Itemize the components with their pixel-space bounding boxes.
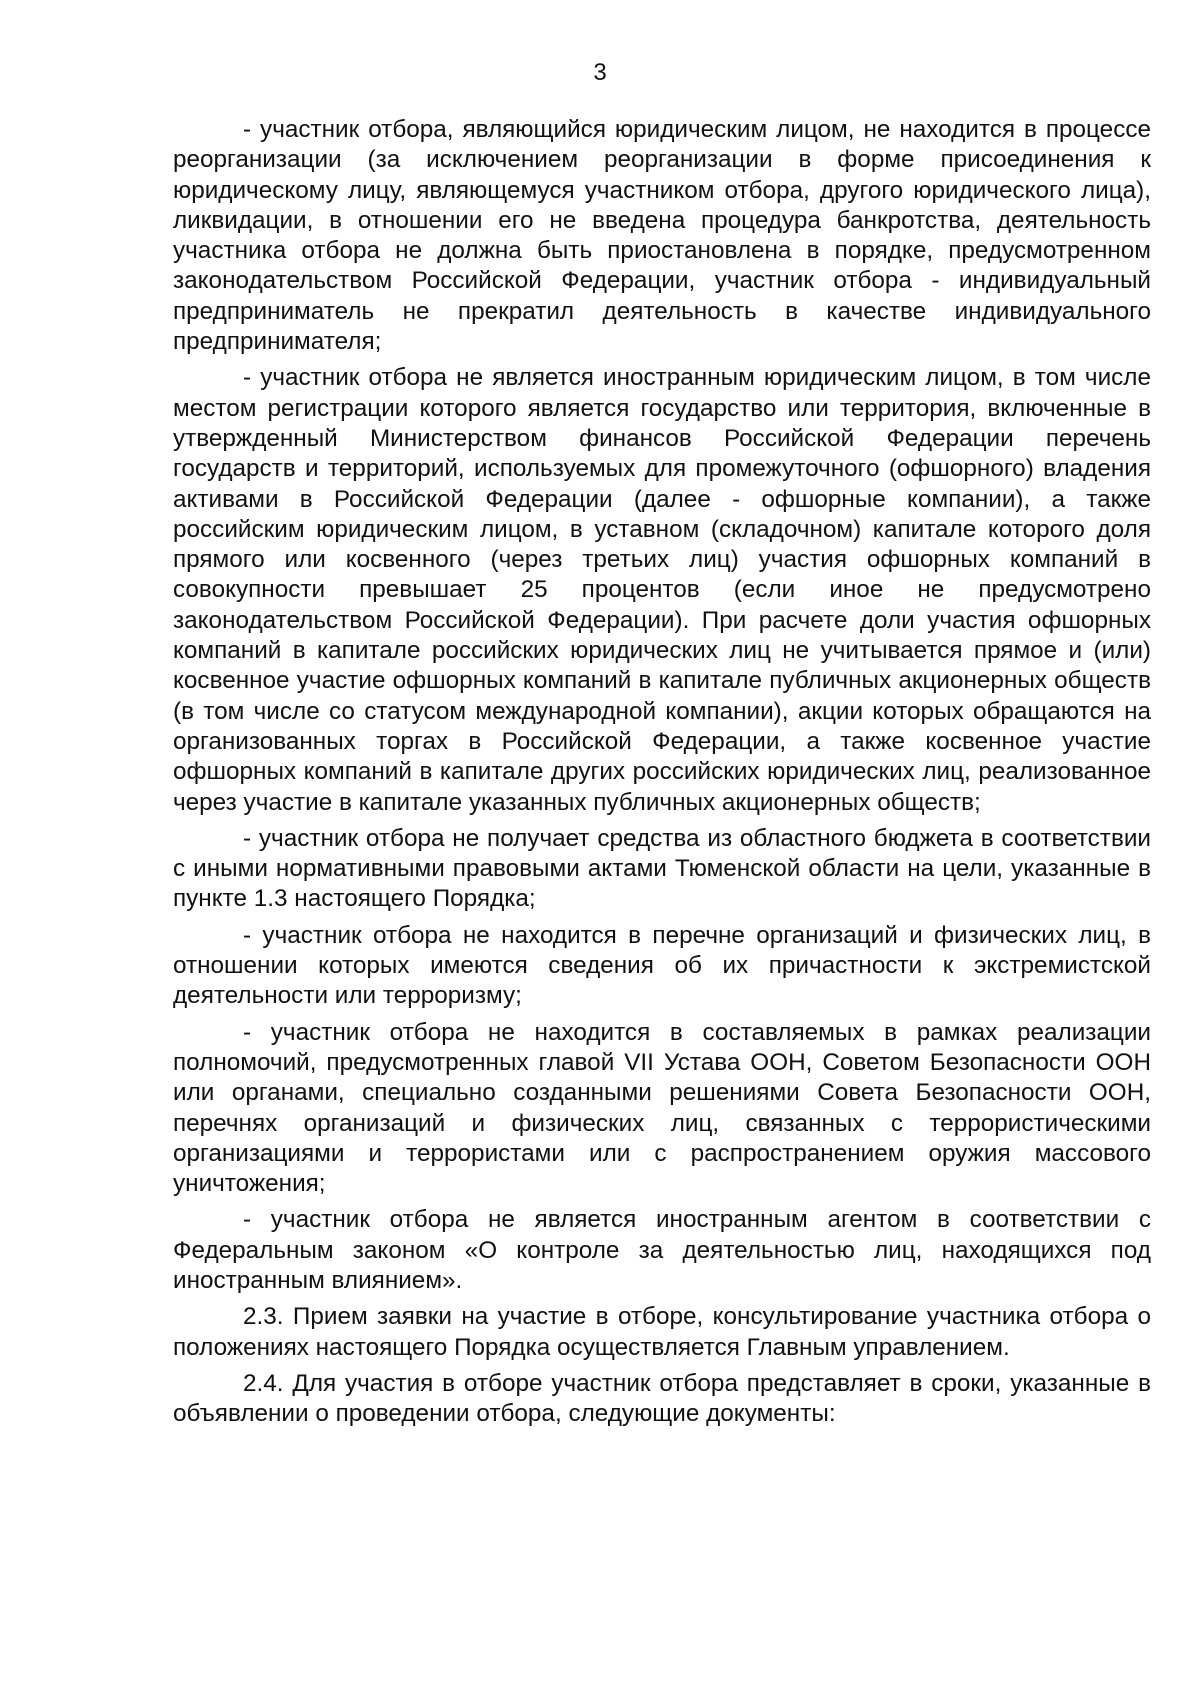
paragraph-extremism-condition: - участник отбора не находится в перечне организаций и физических лиц, в отношении которых имеются сведения об их причастности к экстремистской деятельности или терроризму;	[173, 921, 1151, 1010]
paragraph-offshore-condition: - участник отбора не является иностранным юридическим лицом, в том числе местом регистрации которого является государство или территория, включенные в утвержденный Министерством финансов Российской Федерации перечень государств и территорий, используемых для промежуточного (офшорного) владения активами в Российской Федерации (далее - офшорные компании), а также российским юридическим лицом, в уставном (складочном) капитале которого доля прямого или косвенного (через третьих лиц) участия офшорных компаний в совокупности превышает 25 процентов (если иное не предусмотрено законодательством Российской Федерации). При расчете доли участия офшорных компаний в капитале российских юридических лиц не учитывается прямое и (или) косвенное участие офшорных компаний в капитале публичных акционерных обществ (в том числе со статусом международной компании), акции которых обращаются на организованных торгах в Российской Федерации, а также косвенное участие офшорных компаний в капитале других российских юридических лиц, реализованное через участие в капитале указанных публичных акционерных обществ;	[173, 364, 1151, 816]
paragraph-foreign-agent-condition: - участник отбора не является иностранным агентом в соответствии с Федеральным законом «О контроле за деятельностью лиц, находящихся под иностранным влиянием».	[173, 1206, 1151, 1294]
paragraph-budget-condition: - участник отбора не получает средства из областного бюджета в соответствии с иными нормативными правовыми актами Тюменской области на цели, указанные в пункте 1.3 настоящего Порядка;	[173, 824, 1151, 913]
page-number: 3	[593, 59, 607, 86]
paragraph-un-lists-condition: - участник отбора не находится в составляемых в рамках реализации полномочий, предусмотренных главой VII Устава ООН, Советом Безопасности ООН или органами, специально созданными решениями Совета Безопасности ООН, перечнях организаций и физических лиц, связанных с террористическими организациями и террористами или с распространением оружия массового уничтожения;	[173, 1018, 1151, 1198]
paragraph-2-4: 2.4. Для участия в отборе участник отбора представляет в сроки, указанные в объявлении о проведении отбора, следующие документы:	[173, 1369, 1151, 1428]
paragraph-2-3: 2.3. Прием заявки на участие в отборе, консультирование участника отбора о положениях настоящего Порядка осуществляется Главным управлением.	[173, 1303, 1151, 1361]
paragraph-reorganization-condition: - участник отбора, являющийся юридическим лицом, не находится в процессе реорганизации (за исключением реорганизации в форме присоединения к юридическому лицу, являющемуся участником отбора, другого юридического лица), ликвидации, в отношении его не введена процедура банкротства, деятельность участника отбора не должна быть приостановлена в порядке, предусмотренном законодательством Российской Федерации, участник отбора - индивидуальный предприниматель не прекратил деятельность в качестве индивидуального предпринимателя;	[173, 116, 1151, 356]
document-body	[173, 115, 1151, 1435]
